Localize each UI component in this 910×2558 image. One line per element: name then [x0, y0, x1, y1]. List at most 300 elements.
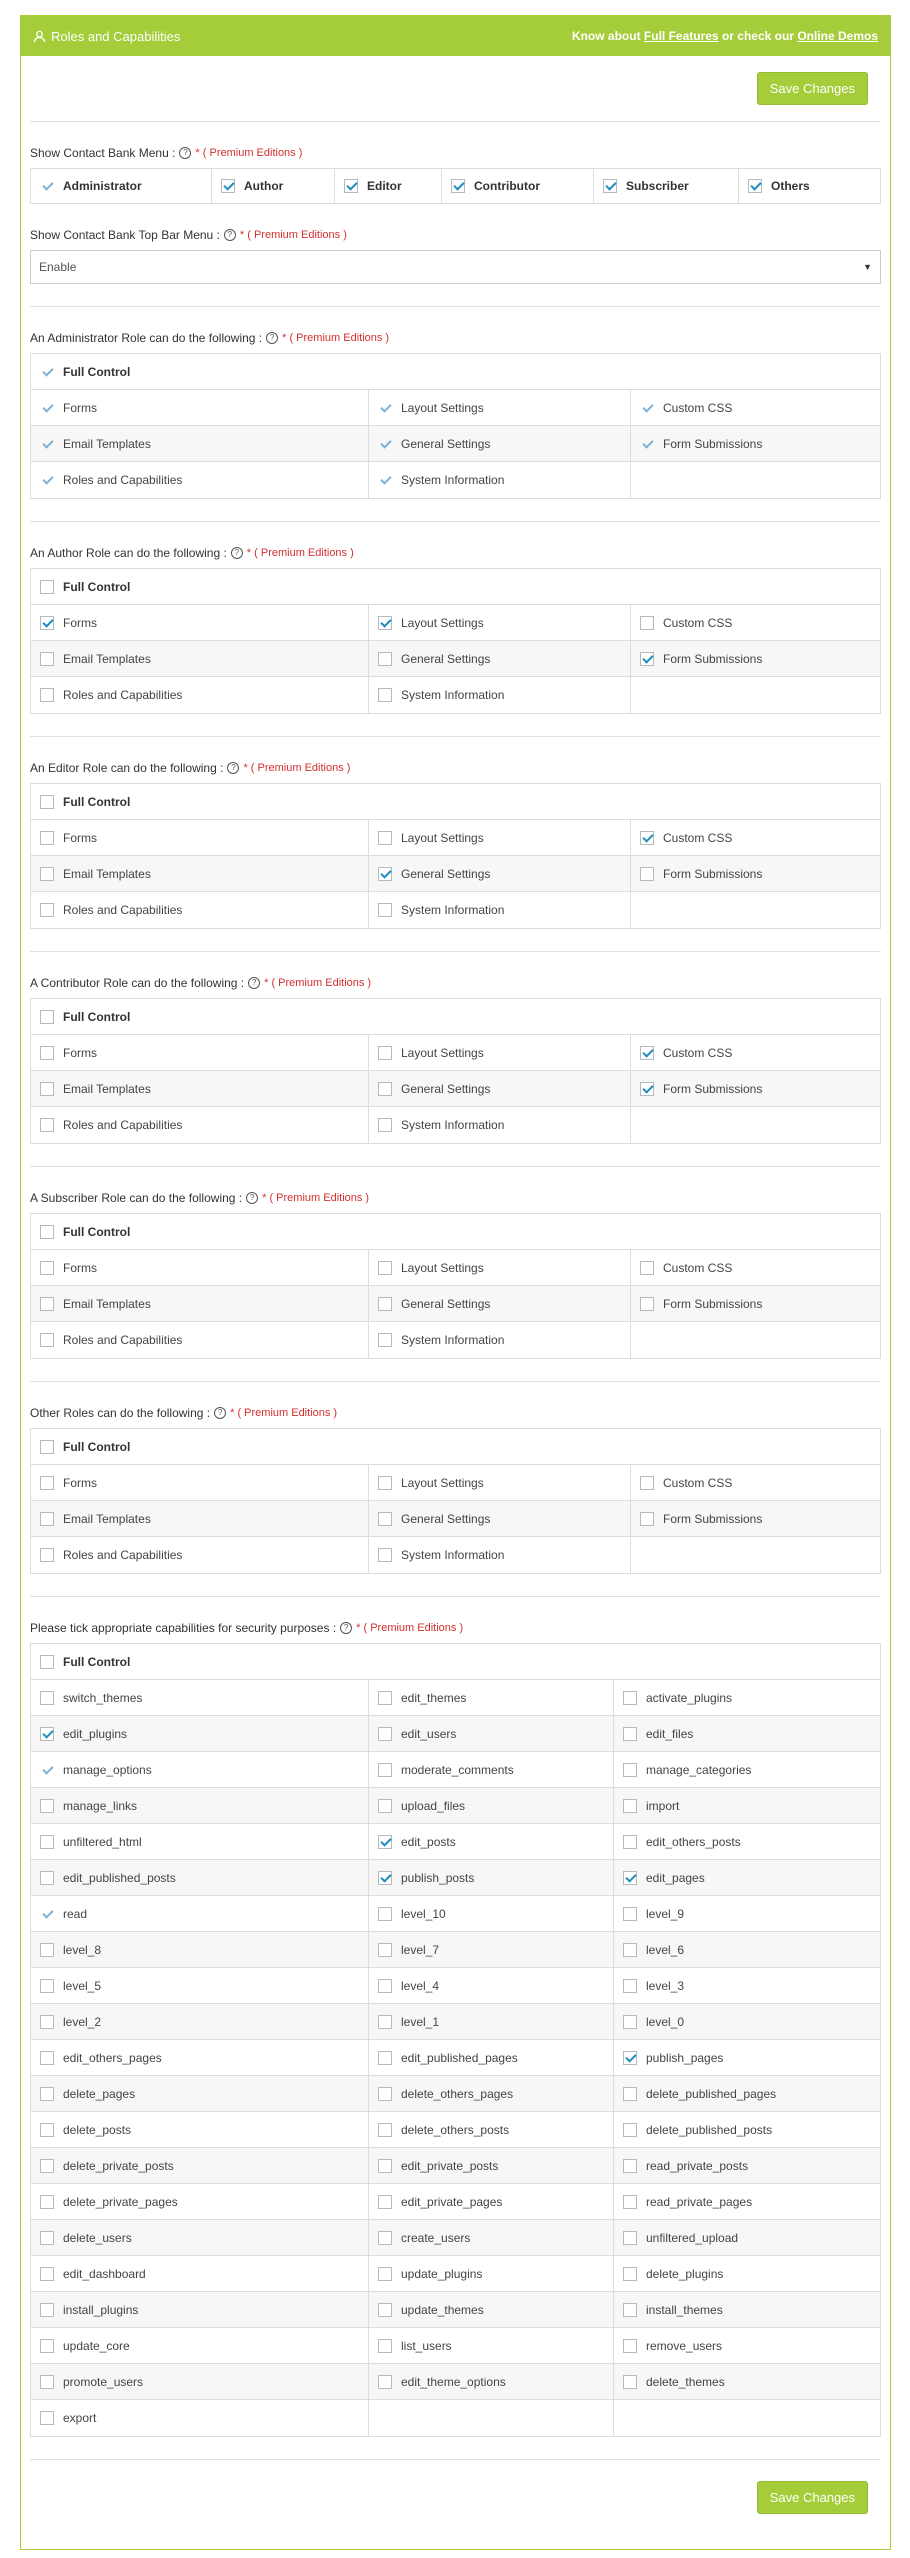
capability-cell[interactable] — [31, 1035, 369, 1070]
capability-label: Form Submissions — [663, 1296, 763, 1311]
checkbox[interactable] — [40, 1225, 54, 1239]
capability-cell[interactable] — [631, 1465, 880, 1500]
full-control-label: Full Control — [63, 1224, 131, 1239]
capability-cell[interactable] — [31, 1322, 369, 1358]
role-author[interactable] — [212, 169, 335, 203]
topbar-select[interactable] — [30, 250, 881, 284]
capability-cell[interactable] — [614, 2112, 880, 2147]
capability-cell[interactable] — [31, 1716, 369, 1751]
checkbox[interactable] — [40, 1010, 54, 1024]
capability-label: System Information — [401, 473, 505, 487]
capability-cell[interactable] — [31, 390, 369, 425]
checkbox[interactable] — [378, 652, 392, 666]
capability-label: delete_others_posts — [401, 2122, 510, 2137]
checkbox[interactable] — [378, 1907, 392, 1921]
capability-cell[interactable] — [369, 2292, 614, 2327]
checkbox[interactable] — [40, 2159, 54, 2173]
capability-cell[interactable] — [31, 1286, 369, 1321]
table-row — [31, 605, 880, 641]
capability-cell[interactable] — [369, 1250, 631, 1285]
capability-cell[interactable] — [369, 462, 631, 498]
capability-cell[interactable] — [614, 2328, 880, 2363]
capability-cell[interactable] — [369, 677, 631, 713]
checkbox[interactable] — [378, 2087, 392, 2101]
capability-cell[interactable] — [31, 2040, 369, 2075]
table-row — [31, 1501, 880, 1537]
capability-cell[interactable] — [614, 1860, 880, 1895]
capability-cell[interactable] — [614, 1680, 880, 1715]
capability-cell[interactable] — [31, 2256, 369, 2291]
capability-label: level_7 — [401, 1942, 440, 1957]
capability-cell[interactable] — [369, 426, 631, 461]
capability-cell[interactable] — [369, 1896, 614, 1931]
checkbox[interactable] — [40, 2123, 54, 2137]
checkbox[interactable] — [40, 1871, 54, 1885]
role-administrator[interactable] — [31, 169, 212, 203]
capability-table — [30, 1213, 881, 1359]
capability-cell[interactable] — [369, 2364, 614, 2399]
capability-cell[interactable] — [31, 1250, 369, 1285]
capability-cell[interactable] — [614, 2184, 880, 2219]
checkbox[interactable] — [40, 2195, 54, 2209]
capability-cell[interactable] — [369, 1860, 614, 1895]
table-row — [31, 390, 880, 426]
capability-label: Custom CSS — [663, 830, 733, 845]
capability-label: manage_categories — [646, 1762, 752, 1777]
checkbox[interactable] — [40, 1261, 54, 1275]
checkbox[interactable] — [623, 2231, 637, 2245]
checkbox[interactable] — [640, 1512, 654, 1526]
capability-cell[interactable] — [31, 856, 369, 891]
capability-cell[interactable] — [369, 2328, 614, 2363]
capability-cell[interactable] — [614, 2148, 880, 2183]
checkbox[interactable] — [40, 1655, 54, 1669]
table-row — [31, 462, 880, 498]
capability-cell[interactable] — [31, 1071, 369, 1106]
checkbox[interactable] — [378, 1297, 392, 1311]
role-others[interactable] — [739, 169, 880, 203]
checkbox[interactable] — [378, 1118, 392, 1132]
checkbox[interactable] — [623, 2195, 637, 2209]
checkbox[interactable] — [623, 1691, 637, 1705]
full-features-link[interactable]: Full Features — [643, 29, 719, 43]
checkbox[interactable] — [640, 1046, 654, 1060]
capability-cell[interactable] — [631, 1250, 880, 1285]
checkbox[interactable] — [378, 1763, 392, 1777]
role-editor[interactable] — [335, 169, 442, 203]
capability-cell[interactable] — [369, 2004, 614, 2039]
help-icon[interactable]: ? — [340, 1622, 352, 1634]
checkbox[interactable] — [378, 2051, 392, 2065]
capability-cell[interactable] — [31, 1896, 369, 1931]
capability-label: publish_posts — [401, 1870, 475, 1885]
capability-label: Custom CSS — [663, 1045, 733, 1060]
capability-cell[interactable] — [369, 1465, 631, 1500]
capability-cell[interactable] — [614, 1968, 880, 2003]
checkbox[interactable] — [623, 1979, 637, 1993]
capability-label: update_themes — [401, 2302, 484, 2317]
role-subscriber[interactable] — [594, 169, 739, 203]
checkbox[interactable] — [40, 1118, 54, 1132]
capability-cell[interactable] — [369, 1680, 614, 1715]
capability-label: Email Templates — [63, 1081, 151, 1096]
capability-cell[interactable] — [369, 1968, 614, 2003]
checkbox[interactable] — [378, 1943, 392, 1957]
checkbox[interactable] — [40, 2087, 54, 2101]
checkbox — [40, 365, 54, 379]
section-label-row — [30, 330, 881, 346]
checkbox[interactable] — [640, 867, 654, 881]
capability-cell[interactable] — [614, 1824, 880, 1859]
capability-cell[interactable] — [31, 892, 369, 928]
checkbox — [40, 401, 54, 415]
user-lock-icon — [33, 30, 46, 43]
capability-cell[interactable] — [369, 820, 631, 855]
checkbox[interactable] — [40, 652, 54, 666]
checkbox[interactable] — [623, 2159, 637, 2173]
capability-cell[interactable] — [369, 2184, 614, 2219]
checkbox[interactable] — [378, 1261, 392, 1275]
capability-cell[interactable] — [31, 426, 369, 461]
checkbox[interactable] — [378, 688, 392, 702]
premium-note: * ( Premium Editions ) — [246, 547, 354, 559]
capability-label: read_private_pages — [646, 2194, 753, 2209]
section-label: An Editor Role can do the following : — [30, 761, 224, 775]
capability-cell[interactable] — [631, 1035, 880, 1070]
capability-label: General Settings — [401, 866, 491, 881]
capability-cell[interactable] — [31, 1788, 369, 1823]
checkbox[interactable] — [40, 1440, 54, 1454]
capability-cell[interactable] — [614, 2364, 880, 2399]
capability-label: list_users — [401, 2338, 452, 2353]
online-demos-link[interactable]: Online Demos — [797, 29, 878, 43]
checkbox[interactable] — [378, 1691, 392, 1705]
capability-cell[interactable] — [631, 1286, 880, 1321]
section-label-row — [30, 1620, 881, 1636]
capability-cell[interactable] — [614, 2256, 880, 2291]
capability-cell[interactable] — [369, 1752, 614, 1787]
checkbox[interactable] — [378, 1512, 392, 1526]
checkbox[interactable] — [378, 616, 392, 630]
form-body — [21, 122, 890, 2460]
capability-cell[interactable] — [31, 1465, 369, 1500]
checkbox[interactable] — [378, 1548, 392, 1562]
capability-cell — [614, 2400, 880, 2436]
checkbox[interactable] — [40, 1476, 54, 1490]
checkbox[interactable] — [640, 1082, 654, 1096]
checkbox[interactable] — [378, 2195, 392, 2209]
capability-cell[interactable] — [369, 2112, 614, 2147]
checkbox[interactable] — [40, 867, 54, 881]
header-links — [572, 29, 878, 43]
full-control-label: Full Control — [63, 1009, 131, 1024]
checkbox[interactable] — [378, 1835, 392, 1849]
capability-cell[interactable] — [31, 641, 369, 676]
capability-cell[interactable] — [369, 1071, 631, 1106]
panel-header — [21, 16, 890, 56]
checkbox[interactable] — [378, 1046, 392, 1060]
help-icon[interactable]: ? — [227, 762, 239, 774]
capability-label: update_plugins — [401, 2266, 483, 2281]
checkbox[interactable] — [623, 2375, 637, 2389]
capability-cell[interactable] — [31, 1680, 369, 1715]
full-control-row[interactable] — [31, 1429, 880, 1465]
checkbox[interactable] — [40, 1691, 54, 1705]
table-row — [31, 1860, 880, 1896]
capability-cell[interactable] — [369, 1824, 614, 1859]
capability-label: moderate_comments — [401, 1762, 514, 1777]
checkbox[interactable] — [378, 1799, 392, 1813]
checkbox[interactable] — [378, 867, 392, 881]
capability-label: Layout Settings — [401, 1475, 484, 1490]
capability-cell[interactable] — [369, 2220, 614, 2255]
checkbox[interactable] — [378, 1333, 392, 1347]
checkbox[interactable] — [640, 1261, 654, 1275]
checkbox[interactable] — [378, 1871, 392, 1885]
capability-cell[interactable] — [31, 1932, 369, 1967]
checkbox — [40, 473, 54, 487]
capability-cell[interactable] — [31, 2004, 369, 2039]
checkbox[interactable] — [40, 795, 54, 809]
checkbox[interactable] — [623, 2303, 637, 2317]
top-actions — [30, 56, 881, 122]
capability-label: Roles and Capabilities — [63, 688, 183, 702]
checkbox[interactable] — [378, 2123, 392, 2137]
checkbox[interactable] — [40, 2015, 54, 2029]
checkbox[interactable] — [40, 831, 54, 845]
checkbox[interactable] — [748, 179, 762, 193]
capability-cell[interactable] — [631, 856, 880, 891]
security-table — [30, 1643, 881, 2437]
capability-cell[interactable] — [631, 426, 880, 461]
checkbox[interactable] — [378, 2375, 392, 2389]
checkbox[interactable] — [623, 2123, 637, 2137]
checkbox[interactable] — [640, 616, 654, 630]
capability-cell[interactable] — [31, 2076, 369, 2111]
capability-cell[interactable] — [614, 2004, 880, 2039]
full-control-row[interactable] — [31, 569, 880, 605]
capability-cell[interactable] — [31, 2112, 369, 2147]
capability-cell[interactable] — [631, 390, 880, 425]
capability-cell[interactable] — [31, 1752, 369, 1787]
checkbox[interactable] — [640, 1476, 654, 1490]
full-control-row[interactable] — [31, 999, 880, 1035]
checkbox[interactable] — [344, 179, 358, 193]
checkbox[interactable] — [378, 1476, 392, 1490]
capability-cell[interactable] — [369, 1788, 614, 1823]
checkbox[interactable] — [40, 903, 54, 917]
checkbox[interactable] — [40, 1943, 54, 1957]
capability-cell[interactable] — [369, 641, 631, 676]
capability-cell[interactable] — [31, 605, 369, 640]
checkbox[interactable] — [623, 2087, 637, 2101]
capability-cell[interactable] — [614, 1896, 880, 1931]
capability-cell[interactable] — [31, 1537, 369, 1573]
capability-cell[interactable] — [369, 1716, 614, 1751]
checkbox[interactable] — [623, 1727, 637, 1741]
checkbox[interactable] — [40, 2303, 54, 2317]
capability-cell[interactable] — [369, 856, 631, 891]
checkbox[interactable] — [40, 2231, 54, 2245]
checkbox[interactable] — [40, 1512, 54, 1526]
help-icon[interactable]: ? — [248, 977, 260, 989]
capability-cell[interactable] — [614, 2292, 880, 2327]
capability-cell[interactable] — [614, 1752, 880, 1787]
checkbox[interactable] — [378, 2267, 392, 2281]
checkbox[interactable] — [40, 1082, 54, 1096]
role-menu-grid — [30, 168, 881, 204]
checkbox[interactable] — [378, 2015, 392, 2029]
capability-label: create_users — [401, 2230, 471, 2245]
checkbox[interactable] — [40, 1799, 54, 1813]
checkbox[interactable] — [623, 2267, 637, 2281]
capability-cell[interactable] — [631, 820, 880, 855]
full-control-row[interactable] — [31, 784, 880, 820]
checkbox[interactable] — [40, 2339, 54, 2353]
checkbox[interactable] — [40, 2411, 54, 2425]
checkbox[interactable] — [640, 652, 654, 666]
capability-label: edit_published_posts — [63, 1870, 176, 1885]
capability-cell[interactable] — [31, 677, 369, 713]
capability-cell[interactable] — [369, 2148, 614, 2183]
capability-cell[interactable] — [369, 1932, 614, 1967]
capability-cell[interactable] — [369, 1107, 631, 1143]
capability-cell[interactable] — [631, 1501, 880, 1536]
capability-cell[interactable] — [31, 2148, 369, 2183]
checkbox[interactable] — [623, 1763, 637, 1777]
capability-cell[interactable] — [369, 2040, 614, 2075]
capability-cell[interactable] — [369, 1322, 631, 1358]
capability-cell[interactable] — [31, 2364, 369, 2399]
checkbox[interactable] — [451, 179, 465, 193]
capability-cell[interactable] — [369, 892, 631, 928]
capability-cell[interactable] — [31, 1860, 369, 1895]
checkbox[interactable] — [40, 1333, 54, 1347]
role-contributor[interactable] — [442, 169, 594, 203]
checkbox[interactable] — [623, 1943, 637, 1957]
help-icon[interactable]: ? — [266, 332, 278, 344]
checkbox[interactable] — [623, 2015, 637, 2029]
capability-cell[interactable] — [631, 641, 880, 676]
checkbox[interactable] — [378, 831, 392, 845]
capability-label: delete_private_pages — [63, 2194, 178, 2209]
checkbox[interactable] — [378, 2231, 392, 2245]
capability-cell[interactable] — [31, 1107, 369, 1143]
capability-label: Forms — [63, 830, 97, 845]
capability-cell[interactable] — [31, 2220, 369, 2255]
save-changes-button-bottom[interactable]: Save Changes — [757, 2481, 868, 2514]
capability-cell[interactable] — [631, 1071, 880, 1106]
checkbox[interactable] — [378, 2303, 392, 2317]
checkbox[interactable] — [40, 616, 54, 630]
checkbox[interactable] — [623, 2339, 637, 2353]
capability-cell[interactable] — [369, 1537, 631, 1573]
capability-label: level_1 — [401, 2014, 440, 2029]
checkbox[interactable] — [40, 2375, 54, 2389]
checkbox[interactable] — [378, 1727, 392, 1741]
capability-cell[interactable] — [31, 2328, 369, 2363]
checkbox[interactable] — [40, 1297, 54, 1311]
checkbox[interactable] — [623, 1871, 637, 1885]
checkbox[interactable] — [40, 2267, 54, 2281]
role-label: Author — [244, 179, 284, 193]
help-icon[interactable]: ? — [231, 547, 243, 559]
checkbox[interactable] — [623, 1907, 637, 1921]
capability-cell[interactable] — [614, 1932, 880, 1967]
checkbox[interactable] — [603, 179, 617, 193]
capability-cell[interactable] — [31, 2292, 369, 2327]
checkbox[interactable] — [378, 903, 392, 917]
capability-label: import — [646, 1798, 680, 1813]
checkbox[interactable] — [40, 688, 54, 702]
capability-cell[interactable] — [369, 1501, 631, 1536]
checkbox — [40, 1763, 54, 1777]
checkbox[interactable] — [623, 1835, 637, 1849]
checkbox[interactable] — [378, 2159, 392, 2173]
checkbox[interactable] — [623, 2051, 637, 2065]
checkbox[interactable] — [40, 2051, 54, 2065]
capability-cell[interactable] — [369, 390, 631, 425]
capability-cell[interactable] — [369, 605, 631, 640]
help-icon[interactable]: ? — [179, 147, 191, 159]
help-icon[interactable]: ? — [224, 229, 236, 241]
checkbox[interactable] — [40, 580, 54, 594]
capability-cell[interactable] — [369, 2256, 614, 2291]
capability-cell[interactable] — [614, 2220, 880, 2255]
capability-cell[interactable] — [614, 1788, 880, 1823]
checkbox[interactable] — [378, 2339, 392, 2353]
capability-cell[interactable] — [31, 1968, 369, 2003]
role-section — [30, 307, 881, 522]
premium-note: * ( Premium Editions ) — [264, 977, 372, 989]
checkbox[interactable] — [40, 1727, 54, 1741]
checkbox[interactable] — [378, 1979, 392, 1993]
full-control-row[interactable] — [31, 1644, 880, 1680]
topbar-select-value: Enable — [39, 260, 77, 274]
capability-cell[interactable] — [31, 2184, 369, 2219]
capability-cell[interactable] — [31, 820, 369, 855]
capability-cell[interactable] — [369, 1286, 631, 1321]
full-control-row[interactable] — [31, 354, 880, 390]
capability-cell[interactable] — [369, 1035, 631, 1070]
capability-cell[interactable] — [614, 1716, 880, 1751]
checkbox[interactable] — [378, 1082, 392, 1096]
table-row — [31, 2328, 880, 2364]
capability-cell[interactable] — [31, 1501, 369, 1536]
checkbox[interactable] — [40, 1835, 54, 1849]
checkbox[interactable] — [640, 831, 654, 845]
capability-cell[interactable] — [369, 2076, 614, 2111]
capability-cell[interactable] — [31, 1824, 369, 1859]
checkbox[interactable] — [40, 1046, 54, 1060]
help-icon[interactable]: ? — [246, 1192, 258, 1204]
checkbox[interactable] — [40, 1979, 54, 1993]
capability-cell[interactable] — [614, 2040, 880, 2075]
save-changes-button-top[interactable]: Save Changes — [757, 72, 868, 105]
capability-cell[interactable] — [31, 462, 369, 498]
checkbox[interactable] — [623, 1799, 637, 1813]
capability-cell[interactable] — [31, 2400, 369, 2436]
checkbox[interactable] — [40, 1548, 54, 1562]
capability-cell[interactable] — [631, 605, 880, 640]
help-icon[interactable]: ? — [214, 1407, 226, 1419]
capability-cell[interactable] — [614, 2076, 880, 2111]
full-control-row[interactable] — [31, 1214, 880, 1250]
checkbox[interactable] — [221, 179, 235, 193]
checkbox[interactable] — [640, 1297, 654, 1311]
section-label-row — [30, 1405, 881, 1421]
know-about-text: Know about — [571, 29, 641, 43]
